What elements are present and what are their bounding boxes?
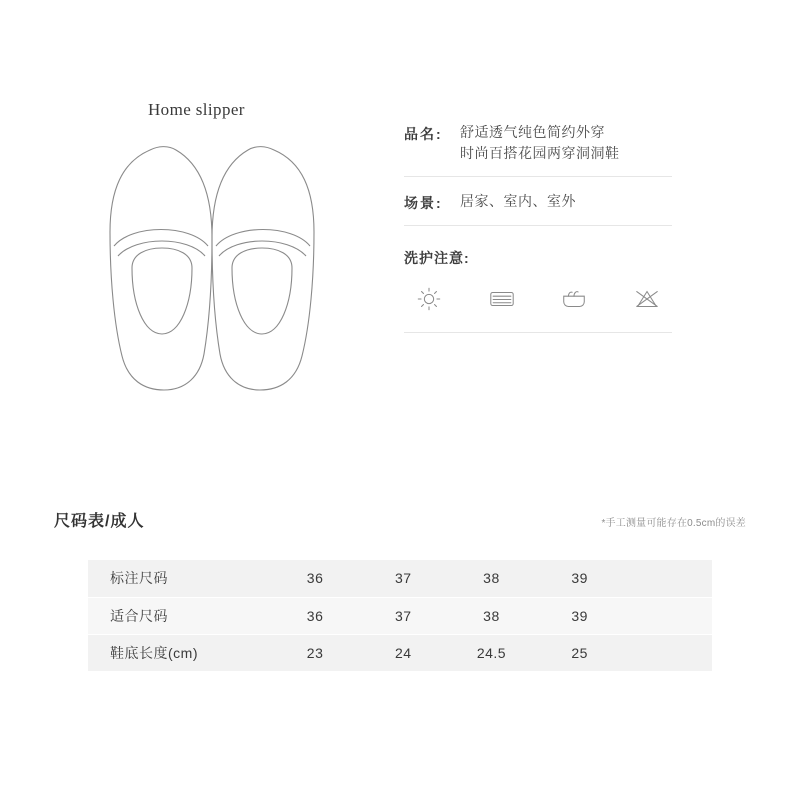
spec-value-product-name-line-2: 时尚百搭花园两穿洞洞鞋	[460, 145, 620, 161]
cell-marked-size-2: 38	[447, 560, 535, 597]
cell-fit-size-2: 38	[447, 597, 535, 634]
cell-sole-length-spacer	[624, 634, 712, 671]
do-not-bleach-icon	[630, 284, 664, 314]
page-title: Home slipper	[148, 100, 245, 119]
hand-wash-icon	[557, 284, 591, 314]
size-chart-note: *手工测量可能存在0.5cm的误差	[601, 518, 746, 529]
cell-fit-size-0: 36	[271, 597, 359, 634]
dry-in-shade-icon	[412, 284, 446, 314]
cell-marked-size-3: 39	[536, 560, 624, 597]
cell-marked-size-1: 37	[359, 560, 447, 597]
spec-row-product-name	[404, 122, 672, 177]
cell-marked-size-0: 36	[271, 560, 359, 597]
cell-sole-length-1: 24	[359, 634, 447, 671]
spec-value-scene	[460, 191, 576, 212]
spec-value-scene-line-1: 居家、室内、室外	[460, 193, 576, 209]
row-label-marked-size: 标注尺码	[88, 560, 271, 597]
row-label-sole-length: 鞋底长度(cm)	[88, 634, 271, 671]
spec-row-scene	[404, 191, 672, 226]
cell-fit-size-3: 39	[536, 597, 624, 634]
spec-value-product-name	[460, 122, 620, 164]
care-icons-row	[404, 284, 672, 333]
spec-label-scene: 场景:	[404, 195, 443, 211]
size-chart-title: 尺码表/成人	[54, 513, 145, 530]
table-row	[88, 560, 712, 597]
do-not-iron-icon	[485, 284, 519, 314]
row-label-fit-size: 适合尺码	[88, 597, 271, 634]
slipper-illustration	[92, 128, 332, 398]
cell-sole-length-0: 23	[271, 634, 359, 671]
cell-fit-size-spacer	[624, 597, 712, 634]
table-row	[88, 634, 712, 671]
cell-fit-size-1: 37	[359, 597, 447, 634]
spec-label-product-name: 品名:	[404, 126, 443, 142]
cell-sole-length-3: 25	[536, 634, 624, 671]
table-row	[88, 597, 712, 634]
spec-value-product-name-line-1: 舒适透气纯色简约外穿	[460, 124, 605, 140]
cell-sole-length-2: 24.5	[447, 634, 535, 671]
size-chart-table	[88, 560, 712, 672]
care-instructions-heading: 洗护注意:	[404, 250, 470, 266]
cell-marked-size-spacer	[624, 560, 712, 597]
spec-panel	[404, 122, 672, 333]
